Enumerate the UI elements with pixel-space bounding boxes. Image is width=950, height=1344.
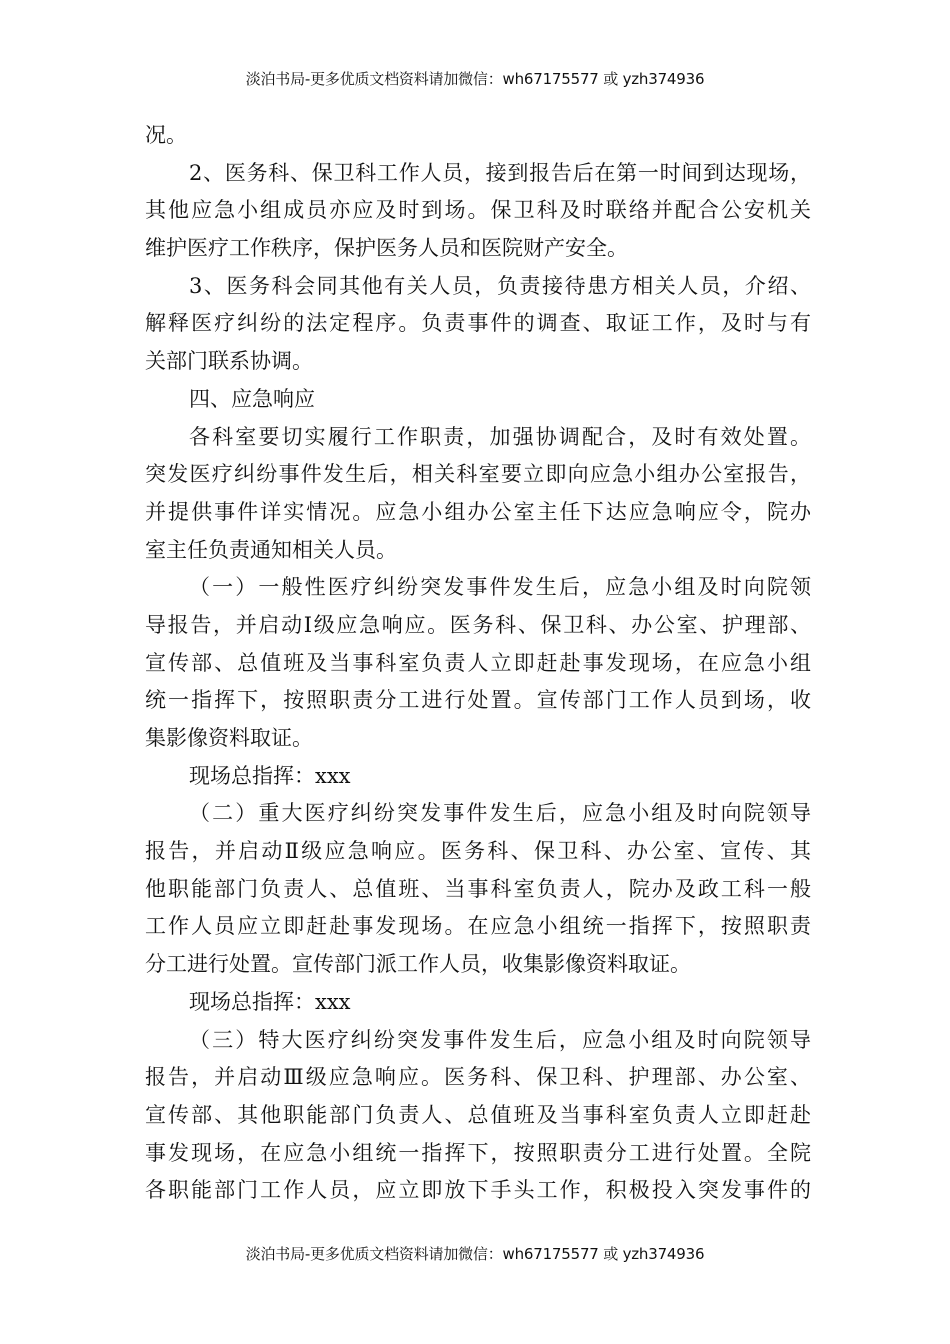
text-line: 其他应急小组成员亦应及时到场。保卫科及时联络并配合公安机关	[145, 198, 811, 223]
section-heading: 四、应急响应	[189, 386, 315, 411]
text-line: 事发现场，在应急小组统一指挥下，按照职责分工进行处置。全院	[145, 1140, 811, 1165]
text-line: （三）特大医疗纠纷突发事件发生后，应急小组及时向院领导	[189, 1027, 811, 1052]
commander-line: 现场总指挥：xxx	[189, 763, 351, 788]
text-line: 并提供事件详实情况。应急小组办公室主任下达应急响应令，院办	[145, 499, 811, 524]
text-line: 2、医务科、保卫科工作人员，接到报告后在第一时间到达现场，	[189, 160, 811, 185]
text-line: 解释医疗纠纷的法定程序。负责事件的调查、取证工作，及时与有	[145, 311, 811, 336]
text-line: 宣传部、总值班及当事科室负责人立即赶赴事发现场，在应急小组	[145, 650, 811, 675]
footer-watermark: 淡泊书局-更多优质文档资料请加微信：wh67175577 或 yzh374936	[245, 1245, 705, 1263]
document-body	[145, 117, 811, 1210]
text-line: 突发医疗纠纷事件发生后，相关科室要立即向应急小组办公室报告，	[145, 462, 811, 487]
text-line: 室主任负责通知相关人员。	[145, 537, 397, 562]
text-line: 各科室要切实履行工作职责，加强协调配合，及时有效处置。	[189, 424, 811, 449]
text-line: （二）重大医疗纠纷突发事件发生后，应急小组及时向院领导	[189, 801, 811, 826]
commander-line: 现场总指挥：xxx	[189, 989, 351, 1014]
text-line: （一）一般性医疗纠纷突发事件发生后，应急小组及时向院领	[189, 575, 811, 600]
text-line: 他职能部门负责人、总值班、当事科室负责人，院办及政工科一般	[145, 876, 811, 901]
text-line: 宣传部、其他职能部门负责人、总值班及当事科室负责人立即赶赴	[145, 1102, 811, 1127]
text-line: 各职能部门工作人员，应立即放下手头工作，积极投入突发事件的	[145, 1178, 811, 1203]
text-line: 导报告，并启动Ⅰ级应急响应。医务科、保卫科、办公室、护理部、	[145, 612, 811, 637]
text-line: 工作人员应立即赶赴事发现场。在应急小组统一指挥下，按照职责	[145, 914, 811, 939]
text-line: 统一指挥下，按照职责分工进行处置。宣传部门工作人员到场，收	[145, 688, 811, 713]
text-line: 报告，并启动Ⅱ级应急响应。医务科、保卫科、办公室、宣传、其	[145, 839, 811, 864]
text-line: 分工进行处置。宣传部门派工作人员，收集影像资料取证。	[145, 952, 691, 977]
text-line: 关部门联系协调。	[145, 349, 313, 374]
text-line: 况。	[145, 123, 187, 147]
text-line: 维护医疗工作秩序，保护医务人员和医院财产安全。	[145, 236, 628, 261]
text-line: 集影像资料取证。	[145, 726, 313, 750]
text-line: 报告，并启动Ⅲ级应急响应。医务科、保卫科、护理部、办公室、	[145, 1065, 811, 1090]
text-line: 3、医务科会同其他有关人员，负责接待患方相关人员，介绍、	[189, 273, 811, 298]
header-watermark: 淡泊书局-更多优质文档资料请加微信：wh67175577 或 yzh374936	[245, 70, 705, 88]
